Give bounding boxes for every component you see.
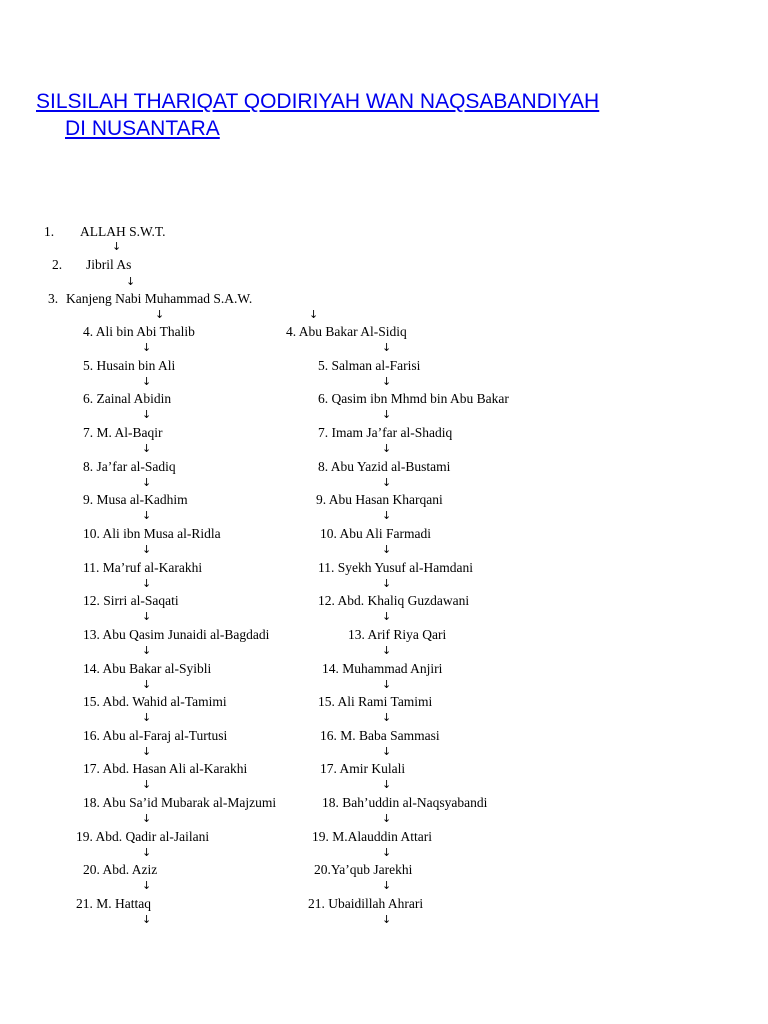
arrow-down-icon: ↓	[382, 476, 392, 489]
left-chain-item: 17. Abd. Hasan Ali al-Karakhi	[83, 761, 248, 776]
right-chain-item: 10. Abu Ali Farmadi	[320, 526, 431, 541]
right-chain-item: 4. Abu Bakar Al-Sidiq	[286, 324, 407, 339]
arrow-down-icon: ↓	[382, 408, 392, 421]
arrow-down-icon: ↓	[142, 509, 152, 522]
left-chain-item: 8. Ja’far al-Sadiq	[83, 459, 176, 474]
arrow-down-icon: ↓	[142, 375, 152, 388]
arrow-down-icon: ↓	[382, 341, 392, 354]
arrow-down-icon: ↓	[112, 240, 122, 253]
top-item-3-name: Kanjeng Nabi Muhammad S.A.W.	[66, 291, 253, 306]
arrow-down-icon: ↓	[382, 879, 392, 892]
arrow-down-icon: ↓	[382, 543, 392, 556]
arrow-down-icon: ↓	[142, 341, 152, 354]
right-chain-item: 7. Imam Ja’far al-Shadiq	[318, 425, 453, 440]
right-chain-item: 5. Salman al-Farisi	[318, 358, 421, 373]
arrow-down-icon: ↓	[382, 375, 392, 388]
top-item-1-number: 1.	[44, 224, 55, 239]
right-chain-item: 14. Muhammad Anjiri	[322, 661, 443, 676]
left-chain-item: 10. Ali ibn Musa al-Ridla	[83, 526, 221, 541]
left-chain-item: 11. Ma’ruf al-Karakhi	[83, 560, 203, 575]
left-chain-item: 5. Husain bin Ali	[83, 358, 176, 373]
left-chain-item: 15. Abd. Wahid al-Tamimi	[83, 694, 227, 709]
arrow-down-icon: ↓	[142, 812, 152, 825]
arrow-down-icon: ↓	[382, 509, 392, 522]
right-chain-item: 20.Ya’qub Jarekhi	[314, 862, 413, 877]
left-chain-item: 18. Abu Sa’id Mubarak al-Majzumi	[83, 795, 277, 810]
top-item-3-number: 3.	[48, 291, 59, 306]
arrow-down-icon: ↓	[142, 644, 152, 657]
top-item-2-number: 2.	[52, 257, 63, 272]
top-item-2-name: Jibril As	[86, 257, 132, 272]
left-chain-item: 16. Abu al-Faraj al-Turtusi	[83, 728, 228, 743]
arrow-down-icon: ↓	[155, 308, 165, 321]
right-chain-item: 21. Ubaidillah Ahrari	[308, 896, 424, 911]
left-chain-item: 13. Abu Qasim Junaidi al-Bagdadi	[83, 627, 270, 642]
arrow-down-icon: ↓	[382, 610, 392, 623]
arrow-down-icon: ↓	[142, 711, 152, 724]
left-chain-item: 4. Ali bin Abi Thalib	[83, 324, 195, 339]
arrow-down-icon: ↓	[382, 745, 392, 758]
left-chain-item: 14. Abu Bakar al-Syibli	[83, 661, 212, 676]
left-chain-item: 7. M. Al-Baqir	[83, 425, 163, 440]
arrow-down-icon: ↓	[142, 442, 152, 455]
arrow-down-icon: ↓	[382, 812, 392, 825]
arrow-down-icon: ↓	[382, 846, 392, 859]
right-chain-item: 11. Syekh Yusuf al-Hamdani	[318, 560, 473, 575]
left-chain-item: 19. Abd. Qadir al-Jailani	[76, 829, 210, 844]
arrow-down-icon: ↓	[142, 913, 152, 926]
document-title	[36, 88, 756, 142]
title-line-1: SILSILAH THARIQAT QODIRIYAH WAN NAQSABANDIYAH	[36, 90, 600, 113]
right-chain-item: 16. M. Baba Sammasi	[320, 728, 440, 743]
arrow-down-icon: ↓	[382, 778, 392, 791]
arrow-down-icon: ↓	[142, 745, 152, 758]
right-chain-item: 12. Abd. Khaliq Guzdawani	[318, 593, 470, 608]
right-chain-item: 8. Abu Yazid al-Bustami	[318, 459, 451, 474]
right-chain-item: 15. Ali Rami Tamimi	[318, 694, 433, 709]
right-chain-item: 19. M.Alauddin Attari	[312, 829, 432, 844]
arrow-down-icon: ↓	[142, 879, 152, 892]
arrow-down-icon: ↓	[142, 543, 152, 556]
top-item-1-name: ALLAH S.W.T.	[80, 224, 166, 239]
arrow-down-icon: ↓	[382, 442, 392, 455]
arrow-down-icon: ↓	[382, 913, 392, 926]
arrow-down-icon: ↓	[142, 846, 152, 859]
right-chain-item: 18. Bah’uddin al-Naqsyabandi	[322, 795, 488, 810]
arrow-down-icon: ↓	[142, 678, 152, 691]
arrow-down-icon: ↓	[382, 678, 392, 691]
arrow-down-icon: ↓	[126, 275, 136, 288]
left-chain-item: 6. Zainal Abidin	[83, 391, 172, 406]
arrow-down-icon: ↓	[142, 476, 152, 489]
left-chain-item: 9. Musa al-Kadhim	[83, 492, 188, 507]
arrow-down-icon: ↓	[142, 778, 152, 791]
arrow-down-icon: ↓	[142, 408, 152, 421]
arrow-down-icon: ↓	[382, 644, 392, 657]
left-chain-item: 20. Abd. Aziz	[83, 862, 158, 877]
right-chain-item: 17. Amir Kulali	[320, 761, 406, 776]
arrow-down-icon: ↓	[382, 577, 392, 590]
left-chain-item: 21. M. Hattaq	[76, 896, 151, 911]
arrow-down-icon: ↓	[382, 711, 392, 724]
title-line-2: DI NUSANTARA	[65, 117, 220, 140]
arrow-down-icon: ↓	[142, 610, 152, 623]
right-chain-item: 6. Qasim ibn Mhmd bin Abu Bakar	[318, 391, 509, 406]
right-chain-item: 13. Arif Riya Qari	[348, 627, 447, 642]
left-chain-item: 12. Sirri al-Saqati	[83, 593, 179, 608]
arrow-down-icon: ↓	[142, 577, 152, 590]
right-chain-item: 9. Abu Hasan Kharqani	[316, 492, 443, 507]
arrow-down-icon: ↓	[309, 308, 319, 321]
